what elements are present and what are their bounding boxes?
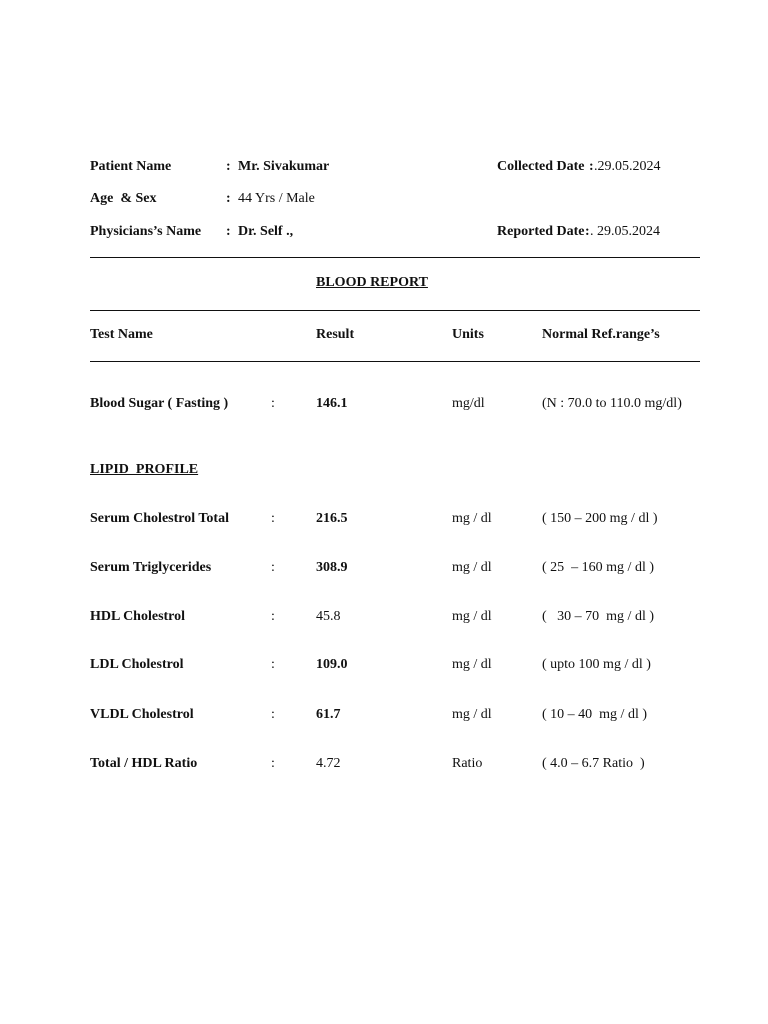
test-separator: : bbox=[271, 707, 275, 722]
test-result: 109.0 bbox=[316, 657, 348, 672]
physician-separator: : bbox=[226, 224, 231, 239]
collected-date-separator: : bbox=[589, 159, 594, 174]
test-separator: : bbox=[271, 657, 275, 672]
test-normal-range: ( 150 – 200 mg / dl ) bbox=[542, 511, 658, 526]
test-units: Ratio bbox=[452, 756, 483, 771]
test-result: 146.1 bbox=[316, 396, 348, 411]
column-header-normal-range: Normal Ref.range’s bbox=[542, 327, 660, 342]
test-name: Serum Triglycerides bbox=[90, 560, 212, 575]
test-units: mg / dl bbox=[452, 657, 492, 672]
test-separator: : bbox=[271, 609, 275, 624]
column-header-result: Result bbox=[316, 327, 355, 342]
patient-name-label: Patient Name bbox=[90, 159, 172, 174]
test-normal-range: ( 10 – 40 mg / dl ) bbox=[542, 707, 647, 722]
lipid-profile-title: LIPID PROFILE bbox=[90, 462, 199, 477]
test-units: mg / dl bbox=[452, 609, 492, 624]
test-separator: : bbox=[271, 396, 275, 411]
patient-name-value: Mr. Sivakumar bbox=[238, 159, 330, 174]
test-units: mg / dl bbox=[452, 707, 492, 722]
reported-date-separator: : bbox=[585, 224, 590, 239]
test-name: HDL Cholestrol bbox=[90, 609, 186, 624]
test-normal-range: ( upto 100 mg / dl ) bbox=[542, 657, 651, 672]
test-name: Blood Sugar ( Fasting ) bbox=[90, 396, 229, 411]
test-name: VLDL Cholestrol bbox=[90, 707, 194, 722]
test-normal-range: ( 25 – 160 mg / dl ) bbox=[542, 560, 654, 575]
test-separator: : bbox=[271, 560, 275, 575]
report-title: BLOOD REPORT bbox=[316, 275, 428, 290]
test-name: Serum Cholestrol Total bbox=[90, 511, 229, 526]
physician-label: Physicians’s Name bbox=[90, 224, 202, 239]
title-divider bbox=[90, 310, 700, 311]
test-normal-range: ( 4.0 – 6.7 Ratio ) bbox=[542, 756, 645, 771]
test-units: mg / dl bbox=[452, 511, 492, 526]
test-normal-range: ( 30 – 70 mg / dl ) bbox=[542, 609, 654, 624]
test-separator: : bbox=[271, 511, 275, 526]
test-result: 45.8 bbox=[316, 609, 341, 624]
test-separator: : bbox=[271, 756, 275, 771]
test-result: 216.5 bbox=[316, 511, 348, 526]
collected-date-label: Collected Date bbox=[497, 159, 585, 174]
reported-date-value: . 29.05.2024 bbox=[590, 224, 660, 239]
test-result: 308.9 bbox=[316, 560, 348, 575]
collected-date-value: .29.05.2024 bbox=[594, 159, 661, 174]
reported-date-label: Reported Date bbox=[497, 224, 585, 239]
header-divider bbox=[90, 257, 700, 258]
test-units: mg/dl bbox=[452, 396, 485, 411]
test-result: 4.72 bbox=[316, 756, 341, 771]
age-sex-label: Age & Sex bbox=[90, 191, 157, 206]
test-name: Total / HDL Ratio bbox=[90, 756, 198, 771]
test-normal-range: (N : 70.0 to 110.0 mg/dl) bbox=[542, 396, 682, 411]
column-header-units: Units bbox=[452, 327, 484, 342]
test-result: 61.7 bbox=[316, 707, 341, 722]
columns-divider bbox=[90, 361, 700, 362]
age-sex-separator: : bbox=[226, 191, 231, 206]
age-sex-value: 44 Yrs / Male bbox=[238, 191, 315, 206]
column-header-test-name: Test Name bbox=[90, 327, 153, 342]
patient-name-separator: : bbox=[226, 159, 231, 174]
test-units: mg / dl bbox=[452, 560, 492, 575]
test-name: LDL Cholestrol bbox=[90, 657, 184, 672]
physician-value: Dr. Self ., bbox=[238, 224, 294, 239]
